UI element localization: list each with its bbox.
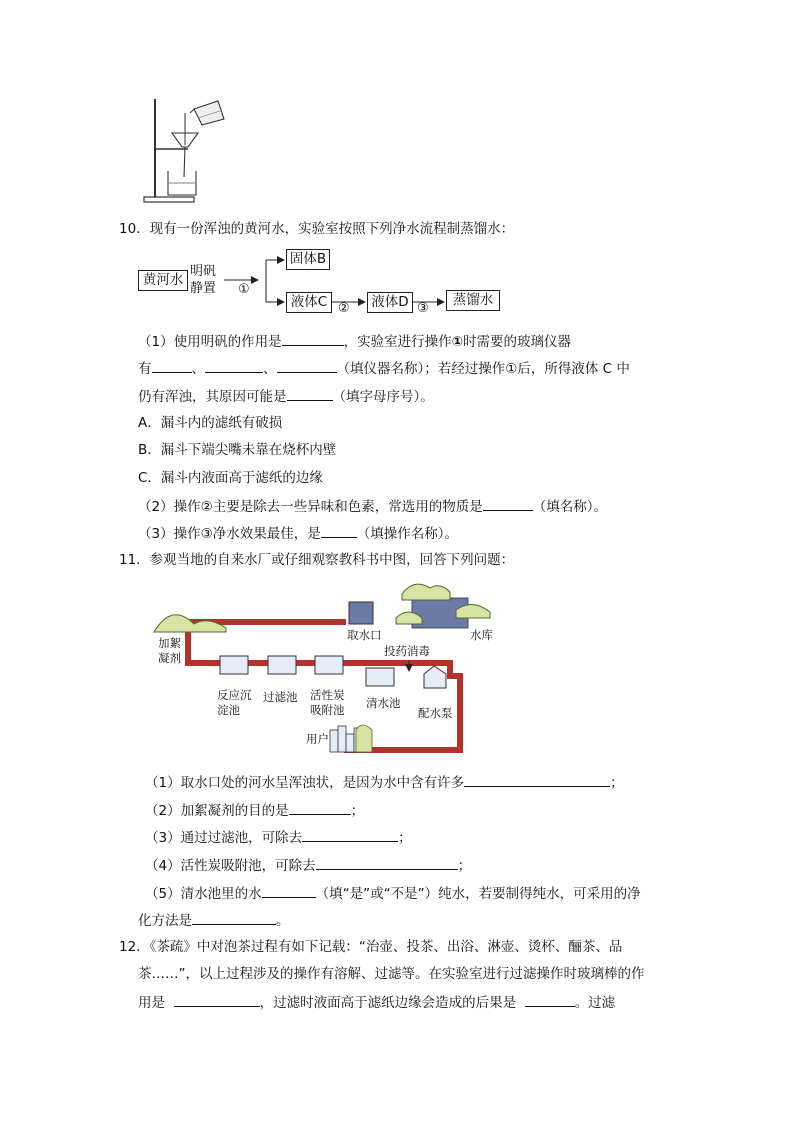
label-disinfect: 投药消毒 [384,644,430,658]
q10-option-b: B．漏斗下端尖嘴未靠在烧杯内壁 [138,442,337,458]
blank[interactable] [483,496,533,511]
label-intake: 取水口 [347,628,382,642]
blank[interactable] [152,358,192,373]
q11-part5-line2: 化方法是 。 [138,910,290,930]
q12-line1: 12．《茶疏》中对泡茶过程有如下记载：“治壶、投茶、出浴、淋壶、烫杯、酾茶、品 [119,939,623,955]
flow-reagent-2: 静置 [190,281,217,296]
label-settle-1: 反应沉 [217,688,252,702]
flow-step-2: ② [338,301,350,316]
q11-part1: （1）取水口处的河水呈浑浊状，是因为水中含有许多 ； [145,772,624,792]
label-reservoir: 水库 [470,628,493,642]
blank[interactable] [321,523,357,538]
q11-part3: （3）通过过滤池，可除去 ； [145,827,412,847]
label-clear: 清水池 [366,696,401,710]
label-settle-2: 淀池 [217,703,240,717]
q10-part1-line1: （1）使用明矾的作用是 ，实验室进行操作①时需要的玻璃仪器 [138,331,571,351]
q10-part3: （3）操作③净水效果最佳，是 （填操作名称）。 [138,523,458,543]
flow-product-box: 蒸馏水 [446,290,500,311]
flow-solid-box: 固体B [286,249,330,270]
q10-part1-line2: 有 、 、 （填仪器名称）；若经过操作①后，所得液体 C 中 [138,358,630,378]
label-carbon-1: 活性炭 [310,688,345,702]
label-coagulant-2: 凝剂 [158,651,181,665]
label-coagulant-1: 加絮 [158,636,181,650]
flow-step-3: ③ [417,301,429,316]
q10-stem: 10．现有一份浑浊的黄河水，实验室按照下列净水流程制蒸馏水： [119,221,515,237]
blank[interactable] [205,358,263,373]
flow-start-box: 黄河水 [138,270,188,291]
flow-liquid-c-box: 液体C [286,292,332,313]
flow-step-1: ① [238,282,250,297]
q12-line3: 用是 ，过滤时液面高于滤纸边缘会造成的后果是 。过滤 [138,992,615,1012]
label-user: 用户 [306,732,329,746]
blank[interactable] [302,827,398,842]
q10-part1-line3: 仍有浑浊，其原因可能是 （填字母序号）。 [138,386,434,406]
q10-option-c: C．漏斗内液面高于滤纸的边缘 [138,470,323,486]
label-carbon-2: 吸附池 [310,703,345,717]
label-pump: 配水泵 [418,706,453,720]
q10-part2: （2）操作②主要是除去一些异味和色素，常选用的物质是 （填名称）。 [138,496,607,516]
blank[interactable] [174,992,260,1007]
flow-arrows [0,0,794,330]
blank[interactable] [192,910,276,925]
q10-option-a: A．漏斗内的滤纸有破损 [138,415,283,431]
flow-liquid-d-box: 液体D [367,292,413,313]
blank[interactable] [316,855,458,870]
blank[interactable] [282,331,344,346]
label-filter: 过滤池 [263,690,298,704]
flow-reagent-1: 明矾 [190,264,217,279]
blank[interactable] [287,386,333,401]
blank[interactable] [464,772,610,787]
blank[interactable] [277,358,337,373]
q11-part2: （2）加絮凝剂的目的是 ； [145,800,364,820]
water-plant-labels [150,580,500,762]
blank[interactable] [289,800,351,815]
q11-stem: 11．参观当地的自来水厂或仔细观察教科书中图，回答下列问题： [119,552,515,568]
blank[interactable] [525,992,575,1007]
blank[interactable] [262,883,316,898]
q11-part4: （4）活性炭吸附池，可除去 ； [145,855,471,875]
q12-line2: 茶……”，以上过程涉及的操作有溶解、过滤等。在实验室进行过滤操作时玻璃棒的作 [138,966,645,982]
q11-part5-line1: （5）清水池里的水 （填“是”或“不是”）纯水，若要制得纯水，可采用的净 [145,883,641,903]
